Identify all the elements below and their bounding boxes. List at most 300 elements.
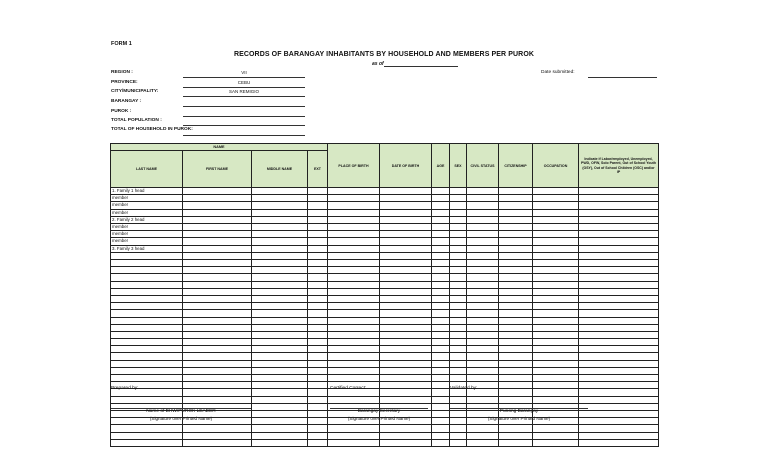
table-cell[interactable] <box>450 310 467 317</box>
table-cell[interactable] <box>533 382 579 389</box>
table-cell[interactable] <box>467 188 499 195</box>
table-cell[interactable] <box>328 339 380 346</box>
table-cell[interactable] <box>308 432 328 439</box>
table-cell[interactable] <box>252 281 308 288</box>
table-cell[interactable] <box>467 231 499 238</box>
table-cell[interactable] <box>183 267 252 274</box>
table-cell[interactable] <box>380 432 432 439</box>
table-cell[interactable] <box>467 295 499 302</box>
table-cell[interactable] <box>380 245 432 252</box>
table-cell[interactable] <box>533 267 579 274</box>
last-name-cell[interactable] <box>111 267 183 274</box>
last-name-cell[interactable] <box>111 331 183 338</box>
table-cell[interactable] <box>380 281 432 288</box>
table-cell[interactable] <box>467 324 499 331</box>
table-cell[interactable] <box>579 202 659 209</box>
table-cell[interactable] <box>328 288 380 295</box>
table-cell[interactable] <box>328 317 380 324</box>
table-cell[interactable] <box>499 288 533 295</box>
table-cell[interactable] <box>499 224 533 231</box>
table-cell[interactable] <box>252 425 308 432</box>
table-cell[interactable] <box>252 439 308 446</box>
table-cell[interactable] <box>450 288 467 295</box>
table-cell[interactable] <box>533 367 579 374</box>
last-name-cell[interactable]: 3. Family 3 head <box>111 245 183 252</box>
table-cell[interactable] <box>183 245 252 252</box>
table-cell[interactable] <box>579 339 659 346</box>
table-cell[interactable] <box>308 288 328 295</box>
table-cell[interactable] <box>308 195 328 202</box>
table-cell[interactable] <box>380 260 432 267</box>
table-cell[interactable] <box>432 317 450 324</box>
table-cell[interactable] <box>183 274 252 281</box>
table-cell[interactable] <box>328 274 380 281</box>
table-cell[interactable] <box>432 209 450 216</box>
table-cell[interactable] <box>579 303 659 310</box>
table-cell[interactable] <box>450 317 467 324</box>
table-cell[interactable] <box>579 195 659 202</box>
table-cell[interactable] <box>499 396 533 403</box>
table-cell[interactable] <box>432 389 450 396</box>
table-cell[interactable] <box>467 339 499 346</box>
table-cell[interactable] <box>380 195 432 202</box>
last-name-cell[interactable] <box>111 310 183 317</box>
table-cell[interactable] <box>467 260 499 267</box>
table-cell[interactable] <box>499 252 533 259</box>
table-cell[interactable] <box>380 252 432 259</box>
table-cell[interactable] <box>308 267 328 274</box>
table-cell[interactable] <box>579 281 659 288</box>
table-cell[interactable] <box>432 252 450 259</box>
table-cell[interactable] <box>328 360 380 367</box>
table-cell[interactable] <box>579 252 659 259</box>
table-cell[interactable] <box>450 303 467 310</box>
table-cell[interactable] <box>533 295 579 302</box>
table-cell[interactable] <box>450 375 467 382</box>
table-cell[interactable] <box>432 224 450 231</box>
table-cell[interactable] <box>432 346 450 353</box>
table-cell[interactable] <box>450 216 467 223</box>
table-cell[interactable] <box>533 432 579 439</box>
table-cell[interactable] <box>183 238 252 245</box>
table-cell[interactable] <box>380 360 432 367</box>
table-cell[interactable] <box>308 353 328 360</box>
table-cell[interactable] <box>450 274 467 281</box>
table-cell[interactable] <box>308 281 328 288</box>
last-name-cell[interactable] <box>111 252 183 259</box>
table-cell[interactable] <box>328 295 380 302</box>
table-cell[interactable] <box>183 209 252 216</box>
table-cell[interactable] <box>328 346 380 353</box>
table-cell[interactable] <box>252 324 308 331</box>
table-cell[interactable] <box>533 396 579 403</box>
table-cell[interactable] <box>579 403 659 410</box>
table-cell[interactable] <box>252 231 308 238</box>
table-cell[interactable] <box>499 439 533 446</box>
last-name-cell[interactable] <box>111 317 183 324</box>
table-cell[interactable] <box>308 260 328 267</box>
table-cell[interactable] <box>380 267 432 274</box>
last-name-cell[interactable] <box>111 353 183 360</box>
last-name-cell[interactable]: member <box>111 224 183 231</box>
table-cell[interactable] <box>328 324 380 331</box>
table-cell[interactable] <box>579 418 659 425</box>
table-cell[interactable] <box>380 274 432 281</box>
table-cell[interactable] <box>432 403 450 410</box>
table-cell[interactable] <box>308 188 328 195</box>
table-cell[interactable] <box>308 231 328 238</box>
table-cell[interactable] <box>328 310 380 317</box>
table-cell[interactable] <box>308 346 328 353</box>
table-cell[interactable] <box>533 224 579 231</box>
table-cell[interactable] <box>380 231 432 238</box>
table-cell[interactable] <box>579 331 659 338</box>
table-cell[interactable] <box>252 216 308 223</box>
total-population-field[interactable] <box>183 125 305 126</box>
table-cell[interactable] <box>308 238 328 245</box>
table-cell[interactable] <box>499 295 533 302</box>
table-cell[interactable] <box>252 396 308 403</box>
table-cell[interactable] <box>328 367 380 374</box>
table-cell[interactable] <box>432 303 450 310</box>
last-name-cell[interactable] <box>111 281 183 288</box>
table-cell[interactable] <box>450 425 467 432</box>
table-cell[interactable] <box>183 324 252 331</box>
last-name-cell[interactable] <box>111 339 183 346</box>
table-cell[interactable] <box>380 367 432 374</box>
last-name-cell[interactable]: member <box>111 238 183 245</box>
table-cell[interactable] <box>467 238 499 245</box>
table-cell[interactable] <box>432 324 450 331</box>
table-cell[interactable] <box>533 389 579 396</box>
table-cell[interactable] <box>252 360 308 367</box>
table-cell[interactable] <box>467 281 499 288</box>
table-cell[interactable] <box>183 288 252 295</box>
table-cell[interactable] <box>533 209 579 216</box>
table-cell[interactable] <box>308 224 328 231</box>
table-cell[interactable] <box>467 317 499 324</box>
table-cell[interactable] <box>252 353 308 360</box>
table-cell[interactable] <box>579 382 659 389</box>
table-cell[interactable] <box>183 202 252 209</box>
table-cell[interactable] <box>380 389 432 396</box>
table-cell[interactable] <box>183 188 252 195</box>
table-cell[interactable] <box>380 310 432 317</box>
table-cell[interactable] <box>499 202 533 209</box>
table-cell[interactable] <box>579 375 659 382</box>
table-cell[interactable] <box>183 339 252 346</box>
table-cell[interactable] <box>432 396 450 403</box>
table-cell[interactable] <box>308 439 328 446</box>
last-name-cell[interactable] <box>111 439 183 446</box>
table-cell[interactable] <box>328 267 380 274</box>
table-cell[interactable] <box>252 403 308 410</box>
table-cell[interactable] <box>467 252 499 259</box>
table-cell[interactable] <box>499 331 533 338</box>
table-cell[interactable] <box>450 295 467 302</box>
table-cell[interactable] <box>499 360 533 367</box>
table-cell[interactable] <box>308 245 328 252</box>
table-cell[interactable] <box>432 274 450 281</box>
table-cell[interactable] <box>467 360 499 367</box>
table-cell[interactable] <box>328 224 380 231</box>
table-cell[interactable] <box>533 231 579 238</box>
table-cell[interactable] <box>579 216 659 223</box>
table-cell[interactable] <box>432 288 450 295</box>
table-cell[interactable] <box>579 295 659 302</box>
table-cell[interactable] <box>499 238 533 245</box>
table-cell[interactable] <box>579 231 659 238</box>
last-name-cell[interactable] <box>111 396 183 403</box>
last-name-cell[interactable]: 1. Family 1 head <box>111 188 183 195</box>
table-cell[interactable] <box>499 346 533 353</box>
table-cell[interactable] <box>252 274 308 281</box>
table-cell[interactable] <box>450 202 467 209</box>
table-cell[interactable] <box>499 310 533 317</box>
table-cell[interactable] <box>579 389 659 396</box>
table-cell[interactable] <box>252 432 308 439</box>
table-cell[interactable] <box>183 303 252 310</box>
table-cell[interactable] <box>328 260 380 267</box>
table-cell[interactable] <box>308 202 328 209</box>
last-name-cell[interactable] <box>111 375 183 382</box>
table-cell[interactable] <box>252 224 308 231</box>
table-cell[interactable] <box>183 367 252 374</box>
table-cell[interactable] <box>579 224 659 231</box>
table-cell[interactable] <box>252 382 308 389</box>
table-cell[interactable] <box>467 209 499 216</box>
table-cell[interactable] <box>252 339 308 346</box>
table-cell[interactable] <box>533 360 579 367</box>
table-cell[interactable] <box>252 245 308 252</box>
table-cell[interactable] <box>467 195 499 202</box>
table-cell[interactable] <box>380 396 432 403</box>
table-cell[interactable] <box>183 375 252 382</box>
table-cell[interactable] <box>467 375 499 382</box>
last-name-cell[interactable] <box>111 367 183 374</box>
table-cell[interactable] <box>308 389 328 396</box>
table-cell[interactable] <box>533 324 579 331</box>
purok-field[interactable] <box>183 116 305 117</box>
table-cell[interactable] <box>432 410 450 417</box>
table-cell[interactable] <box>450 224 467 231</box>
table-cell[interactable] <box>432 353 450 360</box>
table-cell[interactable] <box>450 339 467 346</box>
table-cell[interactable] <box>183 353 252 360</box>
table-cell[interactable] <box>533 346 579 353</box>
table-cell[interactable] <box>432 195 450 202</box>
last-name-cell[interactable]: member <box>111 209 183 216</box>
table-cell[interactable] <box>380 346 432 353</box>
table-cell[interactable] <box>380 375 432 382</box>
table-cell[interactable] <box>328 375 380 382</box>
table-cell[interactable] <box>432 245 450 252</box>
table-cell[interactable] <box>450 195 467 202</box>
table-cell[interactable] <box>533 260 579 267</box>
table-cell[interactable] <box>533 317 579 324</box>
table-cell[interactable] <box>308 375 328 382</box>
table-cell[interactable] <box>252 195 308 202</box>
table-cell[interactable] <box>579 353 659 360</box>
table-cell[interactable] <box>308 317 328 324</box>
table-cell[interactable] <box>579 260 659 267</box>
table-cell[interactable] <box>432 331 450 338</box>
table-cell[interactable] <box>467 439 499 446</box>
table-cell[interactable] <box>308 274 328 281</box>
table-cell[interactable] <box>579 245 659 252</box>
table-cell[interactable] <box>579 439 659 446</box>
table-cell[interactable] <box>432 425 450 432</box>
table-cell[interactable] <box>432 216 450 223</box>
date-submitted-field[interactable] <box>588 77 657 78</box>
table-cell[interactable] <box>450 439 467 446</box>
table-cell[interactable] <box>450 231 467 238</box>
table-cell[interactable] <box>183 331 252 338</box>
table-cell[interactable] <box>328 188 380 195</box>
table-cell[interactable] <box>308 339 328 346</box>
table-cell[interactable] <box>308 410 328 417</box>
table-cell[interactable] <box>499 375 533 382</box>
table-cell[interactable] <box>450 331 467 338</box>
table-cell[interactable] <box>252 303 308 310</box>
table-cell[interactable] <box>533 274 579 281</box>
last-name-cell[interactable] <box>111 274 183 281</box>
table-cell[interactable] <box>328 216 380 223</box>
table-cell[interactable] <box>308 331 328 338</box>
table-cell[interactable] <box>183 382 252 389</box>
table-cell[interactable] <box>533 425 579 432</box>
table-cell[interactable] <box>533 303 579 310</box>
table-cell[interactable] <box>499 339 533 346</box>
table-cell[interactable] <box>308 403 328 410</box>
table-cell[interactable] <box>380 224 432 231</box>
table-cell[interactable] <box>579 425 659 432</box>
table-cell[interactable] <box>499 281 533 288</box>
table-cell[interactable] <box>183 360 252 367</box>
table-cell[interactable] <box>380 331 432 338</box>
table-cell[interactable] <box>183 231 252 238</box>
table-cell[interactable] <box>579 346 659 353</box>
table-cell[interactable] <box>499 367 533 374</box>
table-cell[interactable] <box>450 252 467 259</box>
table-cell[interactable] <box>252 209 308 216</box>
table-cell[interactable] <box>499 317 533 324</box>
last-name-cell[interactable]: member <box>111 202 183 209</box>
table-cell[interactable] <box>450 188 467 195</box>
table-cell[interactable] <box>450 209 467 216</box>
table-cell[interactable] <box>467 303 499 310</box>
table-cell[interactable] <box>450 267 467 274</box>
table-cell[interactable] <box>450 367 467 374</box>
table-cell[interactable] <box>579 367 659 374</box>
table-cell[interactable] <box>252 310 308 317</box>
table-cell[interactable] <box>183 195 252 202</box>
table-cell[interactable] <box>467 245 499 252</box>
barangay-field[interactable] <box>183 106 305 107</box>
table-cell[interactable] <box>579 317 659 324</box>
table-cell[interactable] <box>183 295 252 302</box>
table-cell[interactable] <box>183 432 252 439</box>
table-cell[interactable] <box>533 353 579 360</box>
table-cell[interactable] <box>432 375 450 382</box>
table-cell[interactable] <box>183 310 252 317</box>
table-cell[interactable] <box>467 367 499 374</box>
table-cell[interactable] <box>499 389 533 396</box>
table-cell[interactable] <box>450 353 467 360</box>
city-value[interactable]: SAN REMIGIO <box>228 89 259 94</box>
table-cell[interactable] <box>533 195 579 202</box>
table-cell[interactable] <box>183 346 252 353</box>
table-cell[interactable] <box>308 310 328 317</box>
table-cell[interactable] <box>308 367 328 374</box>
last-name-cell[interactable] <box>111 360 183 367</box>
table-cell[interactable] <box>380 288 432 295</box>
table-cell[interactable] <box>579 238 659 245</box>
table-cell[interactable] <box>499 216 533 223</box>
table-cell[interactable] <box>252 295 308 302</box>
table-cell[interactable] <box>380 339 432 346</box>
table-cell[interactable] <box>328 231 380 238</box>
table-cell[interactable] <box>380 324 432 331</box>
table-cell[interactable] <box>499 324 533 331</box>
last-name-cell[interactable] <box>111 324 183 331</box>
table-cell[interactable] <box>467 216 499 223</box>
table-cell[interactable] <box>308 418 328 425</box>
table-cell[interactable] <box>252 267 308 274</box>
table-cell[interactable] <box>380 216 432 223</box>
table-cell[interactable] <box>450 346 467 353</box>
table-cell[interactable] <box>467 267 499 274</box>
table-cell[interactable] <box>252 252 308 259</box>
table-cell[interactable] <box>252 238 308 245</box>
table-cell[interactable] <box>328 353 380 360</box>
table-cell[interactable] <box>499 231 533 238</box>
table-cell[interactable] <box>183 317 252 324</box>
table-cell[interactable] <box>328 439 380 446</box>
region-value[interactable]: VII <box>241 70 247 75</box>
table-cell[interactable] <box>308 425 328 432</box>
table-cell[interactable] <box>380 353 432 360</box>
table-cell[interactable] <box>380 188 432 195</box>
table-cell[interactable] <box>467 432 499 439</box>
as-of-field[interactable] <box>384 66 458 67</box>
table-cell[interactable] <box>499 425 533 432</box>
table-cell[interactable] <box>380 439 432 446</box>
table-cell[interactable] <box>308 252 328 259</box>
table-cell[interactable] <box>450 396 467 403</box>
table-cell[interactable] <box>579 274 659 281</box>
table-cell[interactable] <box>450 324 467 331</box>
table-cell[interactable] <box>450 245 467 252</box>
table-cell[interactable] <box>533 310 579 317</box>
table-cell[interactable] <box>579 310 659 317</box>
table-cell[interactable] <box>328 238 380 245</box>
table-cell[interactable] <box>499 303 533 310</box>
table-cell[interactable] <box>467 310 499 317</box>
table-cell[interactable] <box>328 281 380 288</box>
table-cell[interactable] <box>432 310 450 317</box>
table-cell[interactable] <box>432 188 450 195</box>
last-name-cell[interactable] <box>111 346 183 353</box>
table-cell[interactable] <box>432 432 450 439</box>
table-cell[interactable] <box>183 425 252 432</box>
table-cell[interactable] <box>533 238 579 245</box>
table-cell[interactable] <box>308 295 328 302</box>
table-cell[interactable] <box>533 281 579 288</box>
table-cell[interactable] <box>183 224 252 231</box>
table-cell[interactable] <box>252 346 308 353</box>
table-cell[interactable] <box>328 331 380 338</box>
